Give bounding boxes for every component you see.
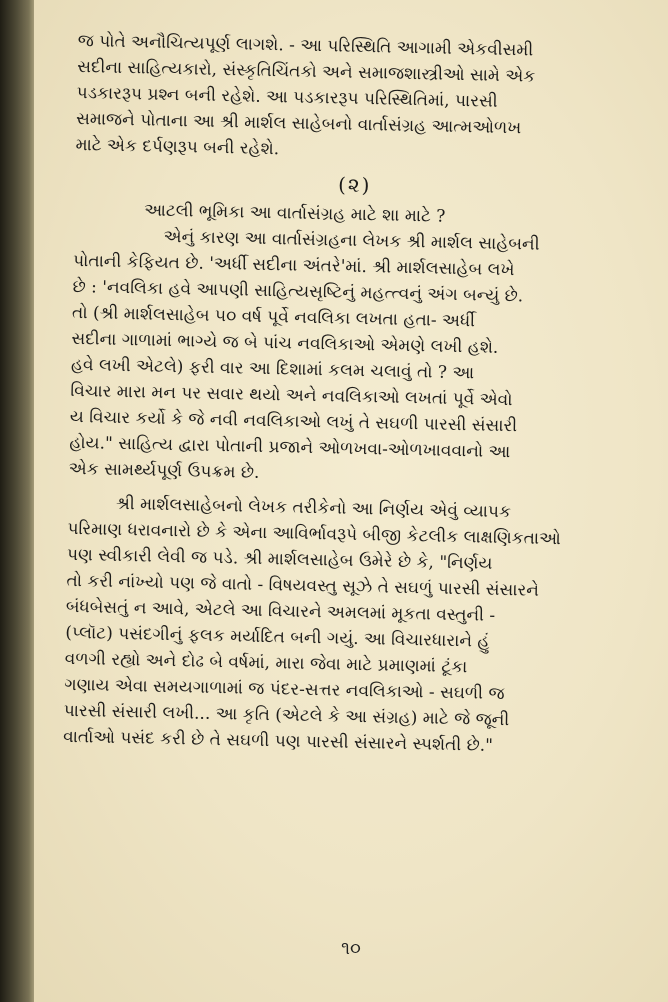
page-number: ૧૦ — [341, 938, 361, 959]
text-line: પોતાની કેફિયત છે. 'અર્ધી સદીના અંતરે'માં. શ્રી માર્શલસાહેબ લખે — [72, 250, 515, 281]
text-line: આટલી ભૂમિકા આ વાર્તાસંગ્રહ માટે શા માટે ? — [143, 200, 446, 227]
paragraph-2 — [68, 196, 634, 494]
text-line: એનું કારણ આ વાર્તાસંગ્રહના લેખક શ્રી માર્શલ સાહેબની — [163, 226, 540, 255]
text-line: વળગી રહ્યો અને દોઢ બે વર્ષમાં, મારા જેવા માટે પ્રમાણમાં ટૂંકા — [64, 648, 468, 678]
text-line: સમાજને પોતાના આ શ્રી માર્શલ સાહેબનો વાર્તાસંગ્રહ આત્મઓળખ — [75, 108, 522, 139]
text-line: ય વિચાર કર્યો કે જે નવી નવલિકાઓ લખું તે સઘળી પારસી સંસારી — [69, 406, 518, 437]
text-line: શ્રી માર્શલસાહેબનો લેખક તરીકેનો આ નિર્ણય એવું વ્યાપક — [115, 493, 512, 523]
text-line: વિચાર મારા મન પર સવાર થયો અને નવલિકાઓ લખતાં પૂર્વે એવો — [70, 380, 513, 411]
text-line: વાર્તાઓ પસંદ કરી છે તે સઘળી પણ પારસી સંસારને સ્પર્શતી છે." — [62, 726, 494, 756]
text-line: સદીના ગાળામાં ભાગ્યે જ બે પાંચ નવલિકાઓ એમણે લખી હશે. — [71, 328, 499, 358]
page-text — [63, 28, 638, 762]
text-line: માટે એક દર્પણરૂપ બની રહેશે. — [75, 134, 280, 160]
text-line: પણ સ્વીકારી લેવી જ પડે. શ્રી માર્શલસાહેબ ઉમેરે છે કે, "નિર્ણય — [66, 544, 493, 574]
text-line: છે : 'નવલિકા હવે આપણી સાહિત્યસૃષ્ટિનું મહત્ત્વનું અંગ બન્યું છે. — [72, 276, 524, 307]
paragraph-3 — [63, 490, 628, 762]
text-line: બંધબેસતું ન આવે, એટલે આ વિચારને અમલમાં મૂકતા વસ્તુની - — [65, 596, 496, 626]
text-line: (પ્લૉટ) પસંદગીનું ફલક મર્યાદિત બની ગયું. આ વિચારધારાને હું — [65, 622, 490, 652]
paragraph-1 — [75, 28, 638, 170]
text-line: તો (શ્રી માર્શલસાહેબ ૫૦ વર્ષ પૂર્વે નવલિકા લખતા હતા- અર્ધી — [71, 302, 476, 332]
text-line: પારસી સંસારી લખી... આ કૃતિ (એટલે કે આ સંગ્રહ) માટે જે જૂની — [63, 700, 510, 731]
text-line: પરિમાણ ધરાવનારો છે કે એના આવિર્ભાવરૂપે બીજી કેટલીક લાક્ષણિકતાઓ — [67, 518, 561, 550]
text-line: હવે લખી એટલે) ફરી વાર આ દિશામાં કલમ ચલાવું તો ? આ — [70, 354, 475, 384]
text-line: સદીના સાહિત્યકારો, સંસ્કૃતિચિંતકો અને સમાજશાસ્ત્રીઓ સામે એક — [76, 56, 536, 87]
text-line: ગણાય એવા સમયગાળામાં જ પંદર-સત્તર નવલિકાઓ - સઘળી જ — [64, 674, 505, 705]
text-line: પડકારરૂપ પ્રશ્ન બની રહેશે. આ પડકારરૂપ પરિસ્થિતિમાં, પારસી — [76, 82, 498, 112]
text-line: હોય." સાહિત્ય દ્વારા પોતાની પ્રજાને ઓળખવા-ઓળખાવવાનો આ — [69, 432, 511, 463]
book-gutter — [0, 0, 34, 1002]
book-page — [34, 0, 668, 1002]
text-line: તો કરી નાંખ્યો પણ જે વાતો - વિષયવસ્તુ સૂઝે તે સઘળું પારસી સંસારને — [66, 570, 540, 601]
text-line: જ પોતે અનૌચિત્યપૂર્ણ લાગશે. - આ પરિસ્થિતિ આગામી એકવીસમી — [77, 30, 534, 61]
text-line: એક સામર્થ્યપૂર્ણ ઉપક્રમ છે. — [68, 458, 260, 483]
section-heading: (૨) — [337, 172, 372, 198]
